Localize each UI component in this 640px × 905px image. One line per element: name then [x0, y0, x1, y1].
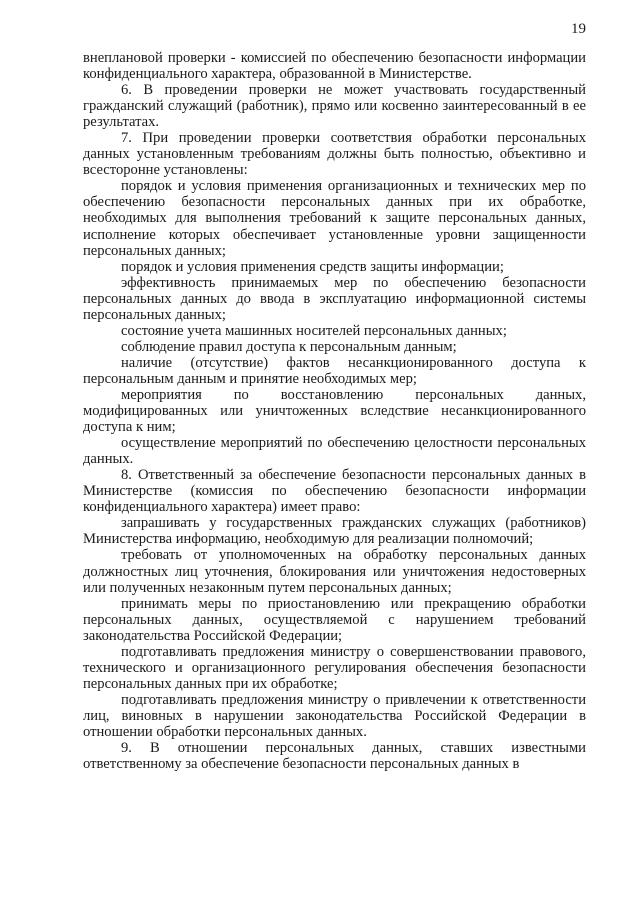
list-item: соблюдение правил доступа к персональным данным; [121, 338, 457, 355]
paragraph-item-7: 7. При проведении проверки соответствия обработки персональных данных установленным требованиям должны быть полностью, объективно и всесторонне установлены: [83, 130, 586, 179]
list-item: эффективность принимаемых мер по обеспечению безопасности персональных данных до ввода в эксплуатацию информационной системы персональных данных; [83, 274, 586, 323]
paragraph-continuation: внеплановой проверки - комиссией по обеспечению безопасности информации конфиденциального характера, образованной в Министерстве. [83, 50, 586, 83]
list-item: мероприятия по восстановлению персональных данных, модифицированных или уничтоженных вследствие несанкционированного доступа к ним; [83, 386, 586, 436]
list-item: подготавливать предложения министру о привлечении к ответственности лиц, виновных в нарушении законодательства Российской Федерации в отношении обработки персональных данных. [83, 691, 586, 740]
list-item: осуществление мероприятий по обеспечению целостности персональных данных. [83, 435, 586, 468]
list-item: порядок и условия применения организационных и технических мер по обеспечению безопасности персональных данных при их обработке, необходимых для выполнения требований к защите персональных данных, исполнение которых обеспечивает установленные уровни защищенности персональных данных; [83, 178, 586, 259]
list-item: принимать меры по приостановлению или прекращению обработки персональных данных, осуществляемой с нарушением требований законодательства Российской Федерации; [83, 595, 586, 644]
list-item: порядок и условия применения средств защиты информации; [121, 258, 504, 275]
document-body [83, 50, 586, 772]
list-item: наличие (отсутствие) фактов несанкционированного доступа к персональным данным и принятие необходимых мер; [83, 354, 586, 387]
list-item: запрашивать у государственных гражданских служащих (работников) Министерства информацию, необходимую для реализации полномочий; [83, 515, 586, 548]
paragraph-item-8: 8. Ответственный за обеспечение безопасности персональных данных в Министерстве (комиссия по обеспечению безопасности информации конфиденциального характера) имеет право: [83, 467, 586, 516]
list-item: состояние учета машинных носителей персональных данных; [121, 322, 507, 339]
paragraph-item-9: 9. В отношении персональных данных, ставших известными ответственному за обеспечение безопасности персональных данных в [83, 740, 586, 773]
page-number: 19 [571, 21, 586, 37]
paragraph-item-6: 6. В проведении проверки не может участвовать государственный гражданский служащий (работник), прямо или косвенно заинтересованный в ее результатах. [83, 82, 586, 131]
list-item: подготавливать предложения министру о совершенствовании правового, технического и организационного регулирования обеспечения безопасности персональных данных при их обработке; [83, 643, 586, 692]
list-item: требовать от уполномоченных на обработку персональных данных должностных лиц уточнения, блокирования или уничтожения недостоверных или полученных незаконным путем персональных данных; [83, 547, 586, 596]
